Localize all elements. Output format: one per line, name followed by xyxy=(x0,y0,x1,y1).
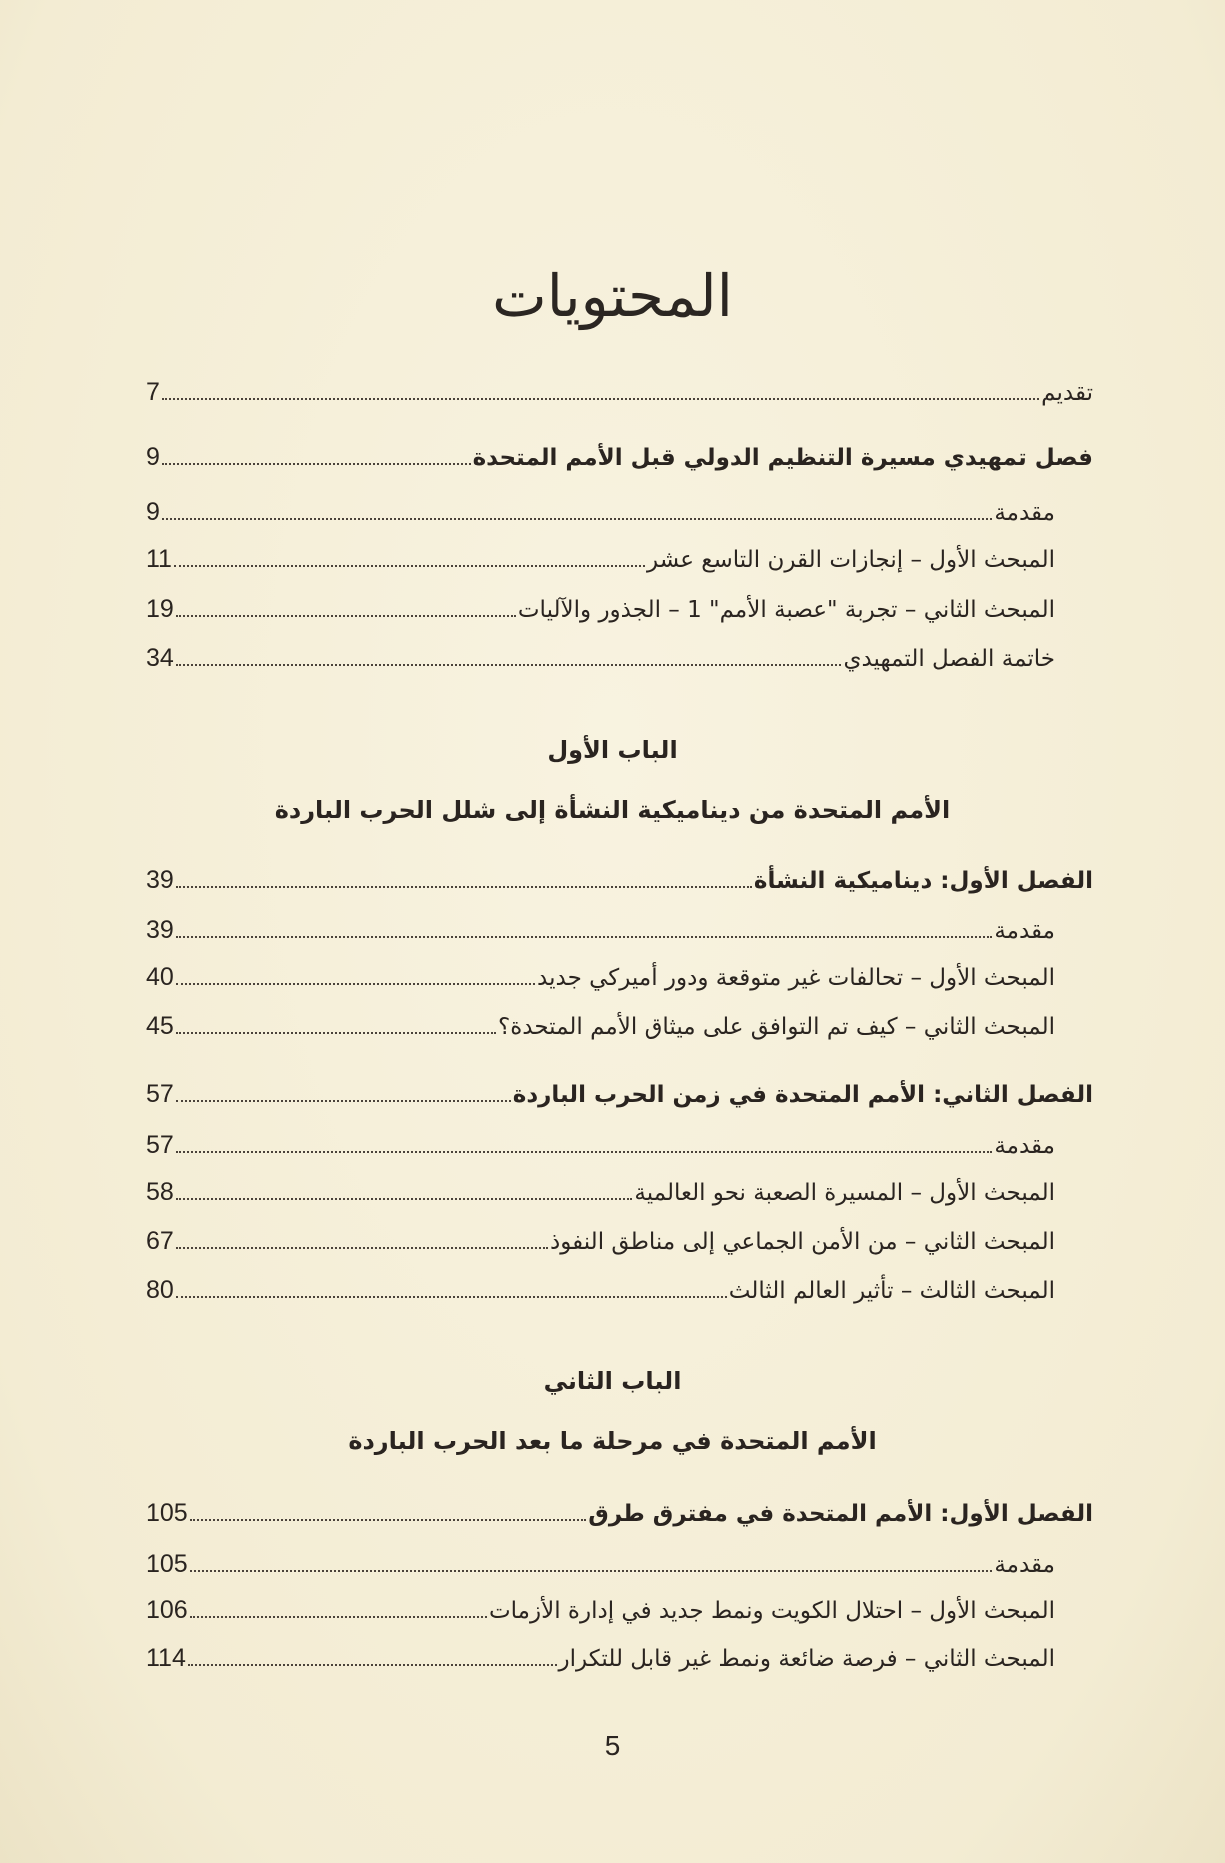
toc-entry-label: المبحث الثاني – فرصة ضائعة ونمط غير قابل للتكرار xyxy=(558,1646,1055,1672)
toc-entry xyxy=(146,378,1093,414)
dot-leader xyxy=(188,1664,557,1666)
toc-entry-page: 57 xyxy=(146,1080,174,1108)
dot-leader xyxy=(162,518,992,520)
toc-entry-label: المبحث الأول – تحالفات غير متوقعة ودور أميركي جديد xyxy=(537,965,1055,991)
toc-entry xyxy=(146,1550,1055,1586)
toc-entry-page: 9 xyxy=(146,498,160,526)
toc-entry-page: 105 xyxy=(146,1499,188,1527)
toc-entry-page: 34 xyxy=(146,644,174,672)
toc-entry-page: 45 xyxy=(146,1012,174,1040)
dot-leader xyxy=(174,565,645,567)
toc-entry-page: 11 xyxy=(146,545,172,573)
toc-entry-page: 80 xyxy=(146,1276,174,1304)
toc-entry xyxy=(146,443,1093,479)
dot-leader xyxy=(176,886,752,888)
dot-leader xyxy=(176,983,535,985)
toc-entry-label: المبحث الأول – المسيرة الصعبة نحو العالمية xyxy=(634,1180,1055,1206)
toc-entry-label: فصل تمهيدي مسيرة التنظيم الدولي قبل الأمم المتحدة xyxy=(472,445,1093,471)
toc-entry-page: 39 xyxy=(146,916,174,944)
toc-entry-label: المبحث الثاني – تجربة "عصبة الأمم" 1 – الجذور والآليات xyxy=(517,597,1055,623)
page-number: 5 xyxy=(604,1730,621,1761)
toc-entry-label: خاتمة الفصل التمهيدي xyxy=(843,646,1055,672)
toc-entry-page: 40 xyxy=(146,963,174,991)
toc-entry xyxy=(146,866,1093,902)
dot-leader xyxy=(190,1616,487,1618)
dot-leader xyxy=(190,1570,993,1572)
toc-entry-label: المبحث الأول – احتلال الكويت ونمط جديد في إدارة الأزمات xyxy=(489,1598,1055,1624)
toc-entry-page: 106 xyxy=(146,1596,188,1624)
toc-entry-page: 105 xyxy=(146,1550,188,1578)
toc-entry xyxy=(146,1080,1093,1116)
dot-leader xyxy=(176,615,516,617)
toc-entry xyxy=(146,595,1055,631)
toc-entry-label: مقدمة xyxy=(994,918,1055,944)
dot-leader xyxy=(176,1198,633,1200)
toc-entry-label: مقدمة xyxy=(994,1552,1055,1578)
toc-entry-label: الفصل الأول: ديناميكية النشأة xyxy=(753,868,1093,894)
toc-entry xyxy=(146,1131,1055,1167)
toc-entry-page: 7 xyxy=(146,378,160,406)
toc-entry xyxy=(146,1178,1055,1214)
toc-entry xyxy=(146,1499,1093,1535)
toc-entry-page: 57 xyxy=(146,1131,174,1159)
toc-entry xyxy=(146,1644,1055,1680)
toc-entry-page: 39 xyxy=(146,866,174,894)
toc-entry xyxy=(146,1596,1055,1632)
toc-entry-label: مقدمة xyxy=(994,1133,1055,1159)
toc-entry xyxy=(146,1227,1055,1263)
dot-leader xyxy=(190,1519,587,1521)
dot-leader xyxy=(176,664,842,666)
dot-leader xyxy=(176,1032,496,1034)
toc-entry-label: المبحث الثاني – من الأمن الجماعي إلى مناطق النفوذ xyxy=(549,1229,1055,1255)
toc-entry-page: 67 xyxy=(146,1227,174,1255)
toc-entry xyxy=(146,916,1055,952)
dot-leader xyxy=(176,1151,993,1153)
toc-entry xyxy=(146,498,1055,534)
toc-entry-page: 19 xyxy=(146,595,174,623)
part-1-heading: الباب الأول xyxy=(547,736,678,764)
toc-entry-label: المبحث الأول – إنجازات القرن التاسع عشر xyxy=(647,547,1055,573)
toc-entry-label: الفصل الثاني: الأمم المتحدة في زمن الحرب الباردة xyxy=(512,1082,1093,1108)
toc-entry-page: 9 xyxy=(146,443,160,471)
toc-entry xyxy=(146,545,1055,581)
toc-entry-label: الفصل الأول: الأمم المتحدة في مفترق طرق xyxy=(588,1501,1093,1527)
toc-entry-label: تقديم xyxy=(1041,380,1093,406)
toc-entry-label: مقدمة xyxy=(994,500,1055,526)
dot-leader xyxy=(162,463,471,465)
toc-entry xyxy=(146,644,1055,680)
toc-entry-label: المبحث الثاني – كيف تم التوافق على ميثاق الأمم المتحدة؟ xyxy=(498,1014,1055,1040)
part-2-heading: الباب الثاني xyxy=(543,1367,682,1395)
toc-entry xyxy=(146,1276,1055,1312)
dot-leader xyxy=(176,936,993,938)
toc-entry-page: 114 xyxy=(146,1644,186,1672)
dot-leader xyxy=(162,398,1039,400)
dot-leader xyxy=(176,1100,511,1102)
part-1-subtitle: الأمم المتحدة من ديناميكية النشأة إلى شلل الحرب الباردة xyxy=(274,796,951,824)
part-2-subtitle: الأمم المتحدة في مرحلة ما بعد الحرب الباردة xyxy=(348,1427,877,1455)
toc-entry-label: المبحث الثالث – تأثير العالم الثالث xyxy=(728,1278,1055,1304)
toc-entry xyxy=(146,963,1055,999)
dot-leader xyxy=(176,1247,548,1249)
toc-entry-page: 58 xyxy=(146,1178,174,1206)
toc-entry xyxy=(146,1012,1055,1048)
dot-leader xyxy=(176,1296,727,1298)
contents-title: المحتويات xyxy=(492,262,733,330)
